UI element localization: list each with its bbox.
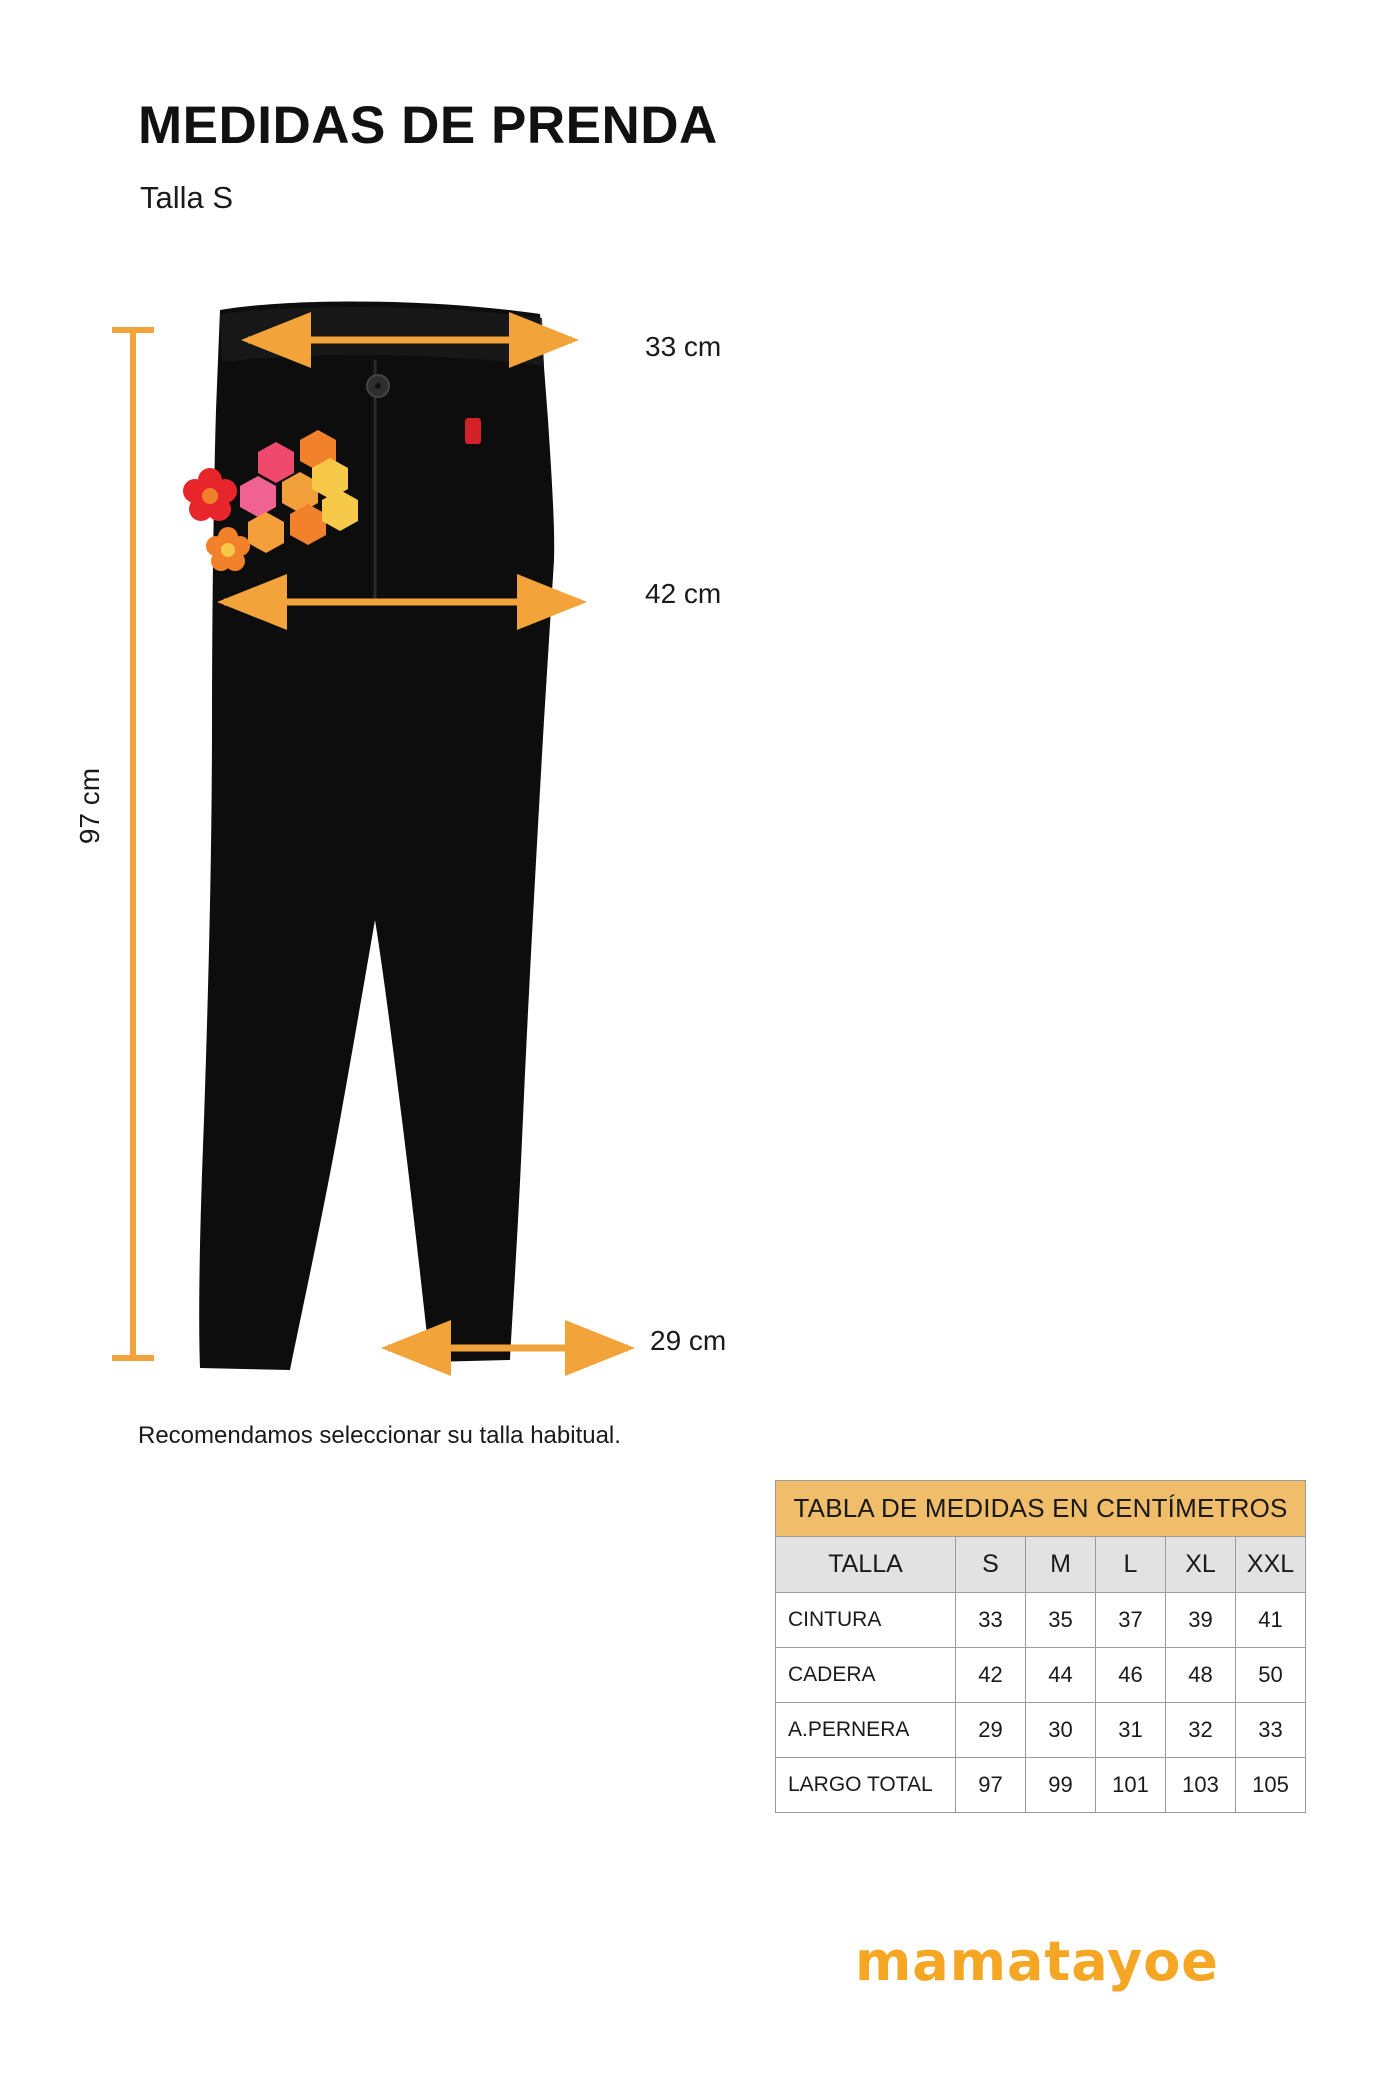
table-title: TABLA DE MEDIDAS EN CENTÍMETROS [776,1481,1306,1537]
row-label: LARGO TOTAL [776,1758,956,1813]
table-header-size: M [1026,1537,1096,1593]
cell-value: 35 [1026,1593,1096,1648]
cell-value: 29 [956,1703,1026,1758]
size-table [775,1480,1306,1813]
sizing-note: Recomendamos seleccionar su talla habitual. [138,1422,621,1449]
cell-value: 97 [956,1758,1026,1813]
table-header-talla: TALLA [776,1537,956,1593]
row-label: A.PERNERA [776,1703,956,1758]
table-row [776,1758,1306,1813]
row-label: CINTURA [776,1593,956,1648]
cell-value: 31 [1096,1703,1166,1758]
cell-value: 30 [1026,1703,1096,1758]
waist-measure-label: 33 cm [645,331,722,362]
table-header-size: L [1096,1537,1166,1593]
cell-value: 105 [1236,1758,1306,1813]
table-header-size: XL [1166,1537,1236,1593]
page-subtitle: Talla S [140,180,234,215]
cell-value: 32 [1166,1703,1236,1758]
cell-value: 37 [1096,1593,1166,1648]
table-row [776,1593,1306,1648]
cell-value: 99 [1026,1758,1096,1813]
cell-value: 101 [1096,1758,1166,1813]
brand-logo: mamatayoe [855,1930,1219,1993]
cell-value: 33 [1236,1703,1306,1758]
table-header-row [776,1537,1306,1593]
hip-measure-label: 42 cm [645,578,722,609]
table-title-row [776,1481,1306,1537]
leg-opening-measure-label: 29 cm [650,1325,727,1356]
size-table-wrapper [775,1480,1305,1813]
table-row [776,1648,1306,1703]
total-length-measure-label: 97 cm [74,767,105,845]
cell-value: 50 [1236,1648,1306,1703]
cell-value: 42 [956,1648,1026,1703]
trousers-shape [199,301,554,1370]
cell-value: 41 [1236,1593,1306,1648]
cell-value: 103 [1166,1758,1236,1813]
table-row [776,1703,1306,1758]
page-title: MEDIDAS DE PRENDA [138,96,718,155]
cell-value: 33 [956,1593,1026,1648]
cell-value: 44 [1026,1648,1096,1703]
table-header-size: S [956,1537,1026,1593]
table-header-size: XXL [1236,1537,1306,1593]
cell-value: 46 [1096,1648,1166,1703]
garment-illustration [140,300,670,1410]
row-label: CADERA [776,1648,956,1703]
cell-value: 48 [1166,1648,1236,1703]
cell-value: 39 [1166,1593,1236,1648]
